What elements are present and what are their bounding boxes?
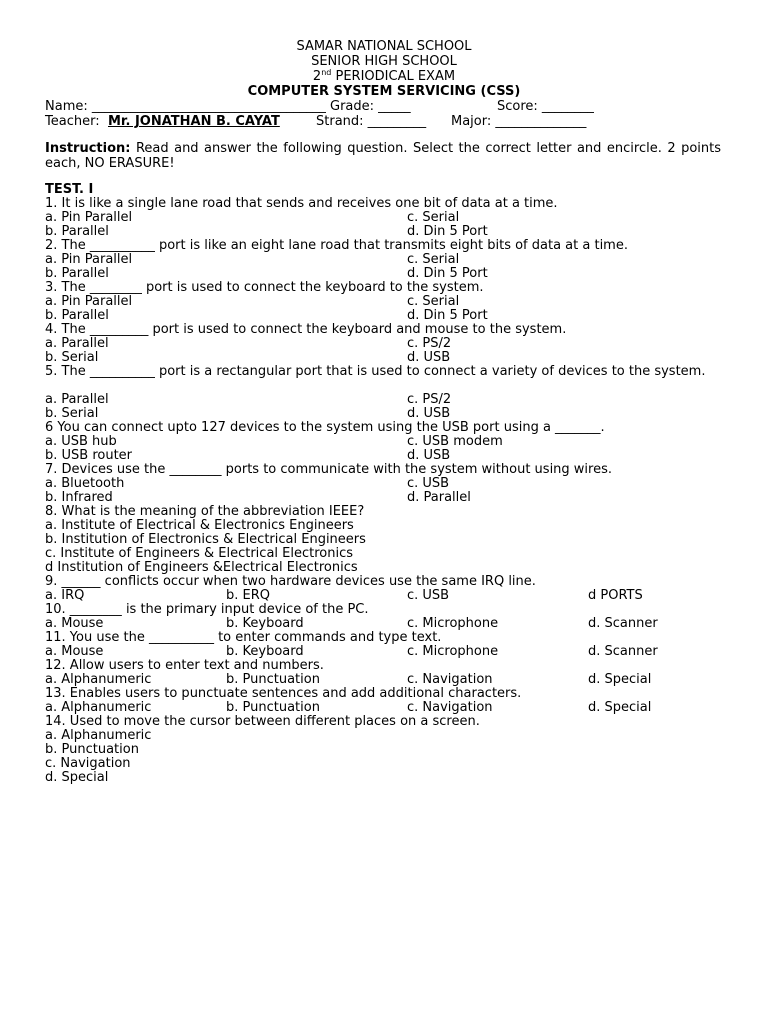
choice-option: d. Scanner: [588, 644, 658, 659]
choice-row: [45, 337, 721, 351]
question-text: 9. ______ conflicts occur when two hardware devices use the same IRQ line.: [45, 574, 536, 589]
strand-field: Strand: _________: [316, 114, 427, 129]
choice-option: a. Mouse: [45, 616, 104, 631]
question-text: 4. The _________ port is used to connect the keyboard and mouse to the system.: [45, 322, 567, 337]
name-grade-field: Name: ____________________________________ Grade: _____: [45, 99, 411, 114]
instruction-text: Read and answer the following question. Select the correct letter and encircle. 2 points each, NO ERASURE!: [45, 141, 721, 171]
major-field: Major: ______________: [451, 114, 587, 129]
choice-option: a. USB hub: [45, 434, 117, 449]
choice-option: b. ERQ: [226, 588, 270, 603]
choice-row: [45, 267, 721, 281]
choice-row: [45, 477, 721, 491]
choice-row: [45, 435, 721, 449]
choice-option: c. PS/2: [407, 336, 452, 351]
choice-option: d. Special: [588, 700, 652, 715]
choice-option: a. Parallel: [45, 392, 109, 407]
choice-option: b. Infrared: [45, 490, 113, 505]
choice-row: [45, 617, 721, 631]
instruction: [45, 141, 721, 171]
exam-header: [0, 39, 768, 99]
choice-option: c. Navigation: [407, 672, 493, 687]
choice-option: d. Din 5 Port: [407, 224, 488, 239]
choice-option: b. Institution of Electronics & Electrical Engineers: [45, 532, 366, 547]
exam-number-suffix: nd: [321, 68, 332, 77]
choice-option: a. IRQ: [45, 588, 85, 603]
choice-row: [45, 295, 721, 309]
question-text: 3. The ________ port is used to connect the keyboard to the system.: [45, 280, 484, 295]
choice-option: a. Mouse: [45, 644, 104, 659]
school-division: SENIOR HIGH SCHOOL: [311, 54, 457, 69]
choice-option: d. Special: [45, 770, 109, 785]
choice-row: [45, 449, 721, 463]
choice-row: [45, 645, 721, 659]
choice-option: b. Parallel: [45, 308, 109, 323]
school-name: SAMAR NATIONAL SCHOOL: [296, 39, 472, 54]
choice-option: a. Alphanumeric: [45, 728, 152, 743]
choice-option: c. USB: [407, 476, 450, 491]
question-text: 5. The __________ port is a rectangular port that is used to connect a variety of devices to the system.: [45, 364, 706, 379]
question-text: 10. ________ is the primary input device of the PC.: [45, 602, 369, 617]
teacher-row: [45, 114, 721, 129]
test-label: TEST. I: [45, 182, 94, 197]
choice-option: b. USB router: [45, 448, 133, 463]
choice-row: [45, 253, 721, 267]
choice-option: c. Microphone: [407, 644, 499, 659]
choice-row: [45, 701, 721, 715]
score-field: Score: ________: [497, 99, 594, 114]
choice-option: c. Institute of Engineers & Electrical Electronics: [45, 546, 354, 561]
choice-option: b. Parallel: [45, 266, 109, 281]
choice-option: a. Pin Parallel: [45, 252, 133, 267]
choice-option: d. Special: [588, 672, 652, 687]
subject-title: COMPUTER SYSTEM SERVICING (CSS): [247, 84, 521, 99]
question-text: 2. The __________ port is like an eight lane road that transmits eight bits of data at a time.: [45, 238, 628, 253]
question-text: 13. Enables users to punctuate sentences and add additional characters.: [45, 686, 522, 701]
exam-title-text: PERIODICAL EXAM: [331, 69, 456, 84]
instruction-label: Instruction:: [45, 141, 131, 156]
choice-option: d. USB: [407, 448, 451, 463]
question-list: [45, 197, 721, 785]
choice-option: c. Serial: [407, 210, 460, 225]
choice-option: a. Alphanumeric: [45, 672, 152, 687]
teacher-name: Mr. JONATHAN B. CAYAT: [108, 114, 280, 129]
teacher-label: Teacher:: [45, 114, 100, 129]
choice-option: c. Navigation: [45, 756, 131, 771]
choice-row: [45, 225, 721, 239]
choice-option: c. USB modem: [407, 434, 503, 449]
choice-row: [45, 407, 721, 421]
choice-row: [45, 211, 721, 225]
choice-option: a. Bluetooth: [45, 476, 125, 491]
choice-option: b. Punctuation: [45, 742, 139, 757]
choice-option: d Institution of Engineers &Electrical Electronics: [45, 560, 358, 575]
choice-option: d PORTS: [588, 588, 643, 603]
choice-option: b. Keyboard: [226, 616, 304, 631]
choice-option: b. Serial: [45, 406, 99, 421]
choice-option: b. Punctuation: [226, 700, 320, 715]
choice-option: d. USB: [407, 406, 451, 421]
exam-number: 2: [312, 69, 322, 84]
choice-option: c. USB: [407, 588, 450, 603]
choice-option: b. Keyboard: [226, 644, 304, 659]
choice-option: a. Pin Parallel: [45, 294, 133, 309]
question-text: 1. It is like a single lane road that sends and receives one bit of data at a time.: [45, 196, 558, 211]
choice-row: [45, 393, 721, 407]
choice-option: d. Parallel: [407, 490, 471, 505]
choice-row: [45, 309, 721, 323]
choice-option: a. Pin Parallel: [45, 210, 133, 225]
choice-option: a. Institute of Electrical & Electronics Engineers: [45, 518, 354, 533]
choice-option: d. Din 5 Port: [407, 266, 488, 281]
choice-option: c. Serial: [407, 252, 460, 267]
choice-option: b. Punctuation: [226, 672, 320, 687]
question-text: 14. Used to move the cursor between different places on a screen.: [45, 714, 480, 729]
question-text: 6 You can connect upto 127 devices to the system using the USB port using a _______.: [45, 420, 605, 435]
choice-option: c. PS/2: [407, 392, 452, 407]
name-row: [45, 99, 721, 114]
choice-option: a. Alphanumeric: [45, 700, 152, 715]
question-text: 12. Allow users to enter text and numbers.: [45, 658, 324, 673]
question-text: 7. Devices use the ________ ports to communicate with the system without using wires.: [45, 462, 613, 477]
choice-option: d. Scanner: [588, 616, 658, 631]
choice-option: c. Serial: [407, 294, 460, 309]
choice-row: [45, 589, 721, 603]
choice-option: b. Parallel: [45, 224, 109, 239]
exam-title: [0, 69, 768, 84]
choice-option: a. Parallel: [45, 336, 109, 351]
question-text: 11. You use the __________ to enter commands and type text.: [45, 630, 442, 645]
choice-option: b. Serial: [45, 350, 99, 365]
choice-row: [45, 351, 721, 365]
choice-row: [45, 673, 721, 687]
question-text: 8. What is the meaning of the abbreviation IEEE?: [45, 504, 365, 519]
choice-option: d. Din 5 Port: [407, 308, 488, 323]
choice-option: c. Microphone: [407, 616, 499, 631]
choice-option: d. USB: [407, 350, 451, 365]
choice-option: c. Navigation: [407, 700, 493, 715]
choice-row: [45, 491, 721, 505]
